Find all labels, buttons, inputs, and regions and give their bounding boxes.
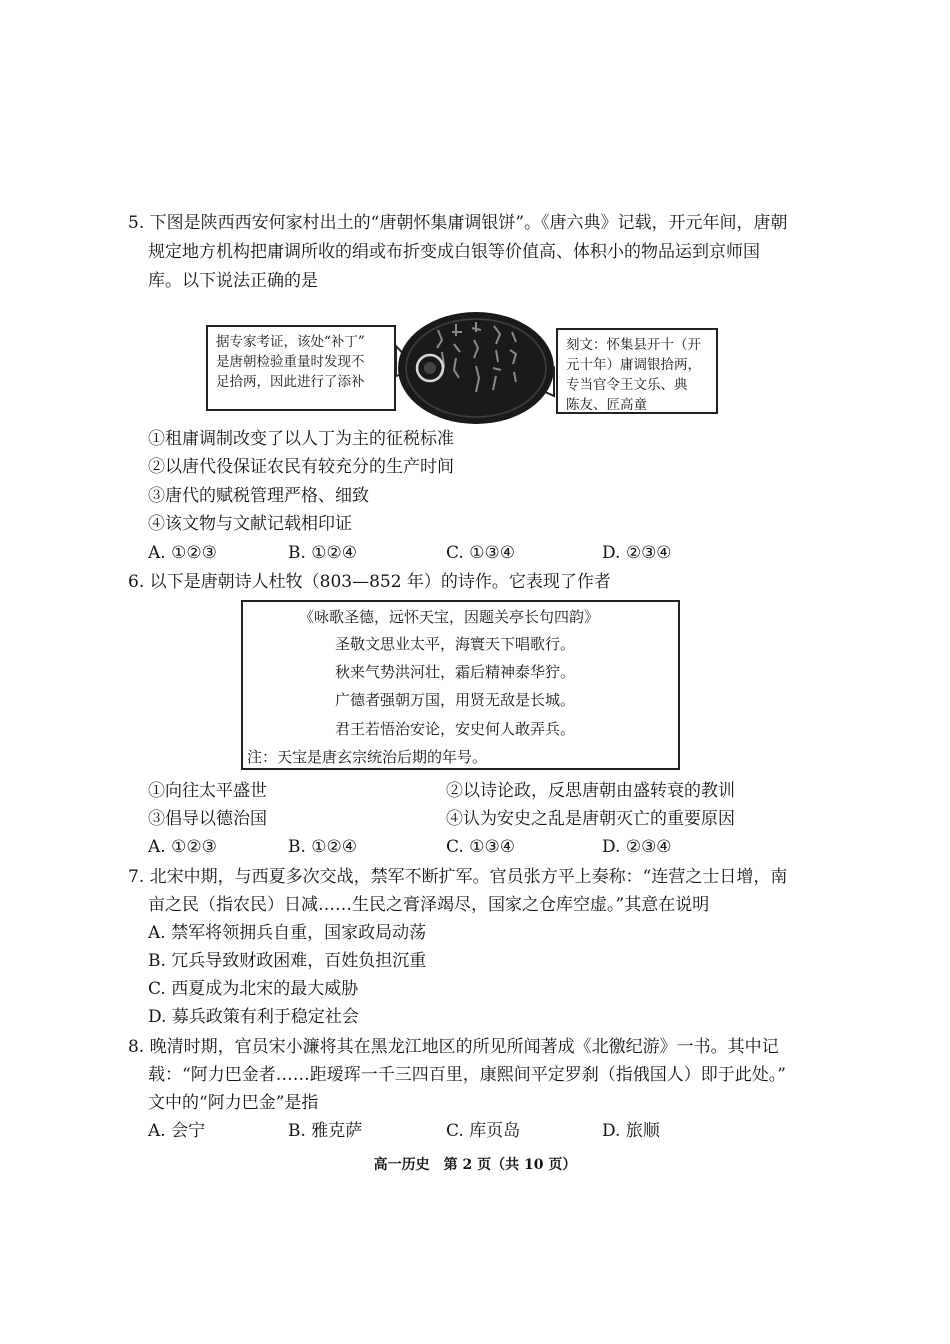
q8-choice-a: A. 会宁 (148, 1121, 206, 1141)
q5-stem-line-2: 规定地方机构把庸调所收的绢或布折变成白银等价值高、体积小的物品运到京师国 (148, 242, 760, 262)
callout-right-line-3: 专当官令王文乐、典 (566, 377, 688, 393)
q6-statement-3: ③倡导以德治国 (148, 809, 267, 829)
callout-left-line-3: 足拾两，因此进行了添补 (216, 374, 365, 390)
callout-left-line-1: 据专家考证，该处“补丁” (216, 334, 365, 350)
q5-statement-1: ①租庸调制改变了以人丁为主的征税标准 (148, 429, 454, 449)
silver-cake-image (390, 310, 560, 428)
callout-right (556, 328, 718, 414)
callout-left-line-2: 是唐朝检验重量时发现不 (216, 354, 365, 370)
q5-statement-4: ④该文物与文献记载相印证 (148, 514, 352, 534)
q7-choice-c: C. 西夏成为北宋的最大威胁 (148, 979, 359, 999)
poem-line-4: 君王若悟治安论，安史何人敢弄兵。 (335, 720, 576, 738)
q6-choice-c: C. ①③④ (446, 837, 515, 857)
q8-stem-line-2: 载：“阿力巴金者……距瑷珲一千三四百里，康熙间平定罗刹（指俄国人）即于此处。” (148, 1065, 786, 1085)
callout-right-line-1: 刻文：怀集县开十（开 (566, 337, 701, 353)
q6-statement-2: ②以诗论政，反思唐朝由盛转衰的教训 (446, 781, 735, 801)
q5-statement-3: ③唐代的赋税管理严格、细致 (148, 486, 369, 506)
q7-choice-d: D. 募兵政策有利于稳定社会 (148, 1007, 359, 1027)
q6-choice-d: D. ②③④ (602, 837, 672, 857)
poem-title: 《咏歌圣德，远怀天宝，因题关亭长句四韵》 (299, 608, 600, 626)
q7-stem-line-2: 亩之民（指农民）日减……生民之膏泽竭尽，国家之仓库空虚。”其意在说明 (148, 895, 710, 915)
q6-choice-a: A. ①②③ (148, 837, 217, 857)
callout-right-line-2: 元十年）庸调银拾两， (566, 357, 701, 373)
q7-choice-b: B. 冗兵导致财政困难，百姓负担沉重 (148, 951, 427, 971)
q6-statement-1: ①向往太平盛世 (148, 781, 267, 801)
q6-choice-b: B. ①②④ (288, 837, 358, 857)
poem-line-2: 秋来气势洪河壮，霜后精神泰华狞。 (335, 663, 576, 681)
poem-line-3: 广德者强朝万国，用贤无敌是长城。 (335, 691, 576, 709)
q5-stem-line-3: 库。以下说法正确的是 (148, 271, 318, 291)
q5-choice-b: B. ①②④ (288, 543, 358, 563)
q7-choice-a: A. 禁军将领拥兵自重，国家政局动荡 (148, 923, 427, 943)
q8-stem-line-3: 文中的“阿力巴金”是指 (148, 1093, 319, 1113)
q6-statement-4: ④认为安史之乱是唐朝灭亡的重要原因 (446, 809, 735, 829)
q7-stem-line-1: 7. 北宋中期，与西夏多次交战，禁军不断扩军。官员张方平上奏称：“连营之士日增，南 (128, 867, 788, 887)
callout-left (206, 325, 396, 411)
poem-line-1: 圣敬文思业太平，海寰天下唱歌行。 (335, 635, 576, 653)
callout-right-line-4: 陈友、匠高童 (566, 397, 647, 413)
q5-choice-a: A. ①②③ (148, 543, 217, 563)
q5-statement-2: ②以唐代役保证农民有较充分的生产时间 (148, 457, 454, 477)
q5-choice-d: D. ②③④ (602, 543, 672, 563)
page-footer: 高一历史 第 2 页（共 10 页） (373, 1157, 577, 1173)
poem-box (241, 600, 680, 770)
q8-stem-line-1: 8. 晚清时期，官员宋小濂将其在黑龙江地区的所见所闻著成《北徼纪游》一书。其中记 (128, 1037, 779, 1057)
q6-stem: 6. 以下是唐朝诗人杜牧（803—852 年）的诗作。它表现了作者 (128, 572, 611, 592)
q8-choice-c: C. 库页岛 (446, 1121, 521, 1141)
q5-stem-line-1: 5. 下图是陕西西安何家村出土的“唐朝怀集庸调银饼”。《唐六典》记载，开元年间，唐朝 (128, 213, 788, 233)
poem-note: 注：天宝是唐玄宗统治后期的年号。 (247, 748, 488, 766)
q5-choice-c: C. ①③④ (446, 543, 515, 563)
q8-choice-b: B. 雅克萨 (288, 1121, 363, 1141)
q8-choice-d: D. 旅顺 (602, 1121, 660, 1141)
